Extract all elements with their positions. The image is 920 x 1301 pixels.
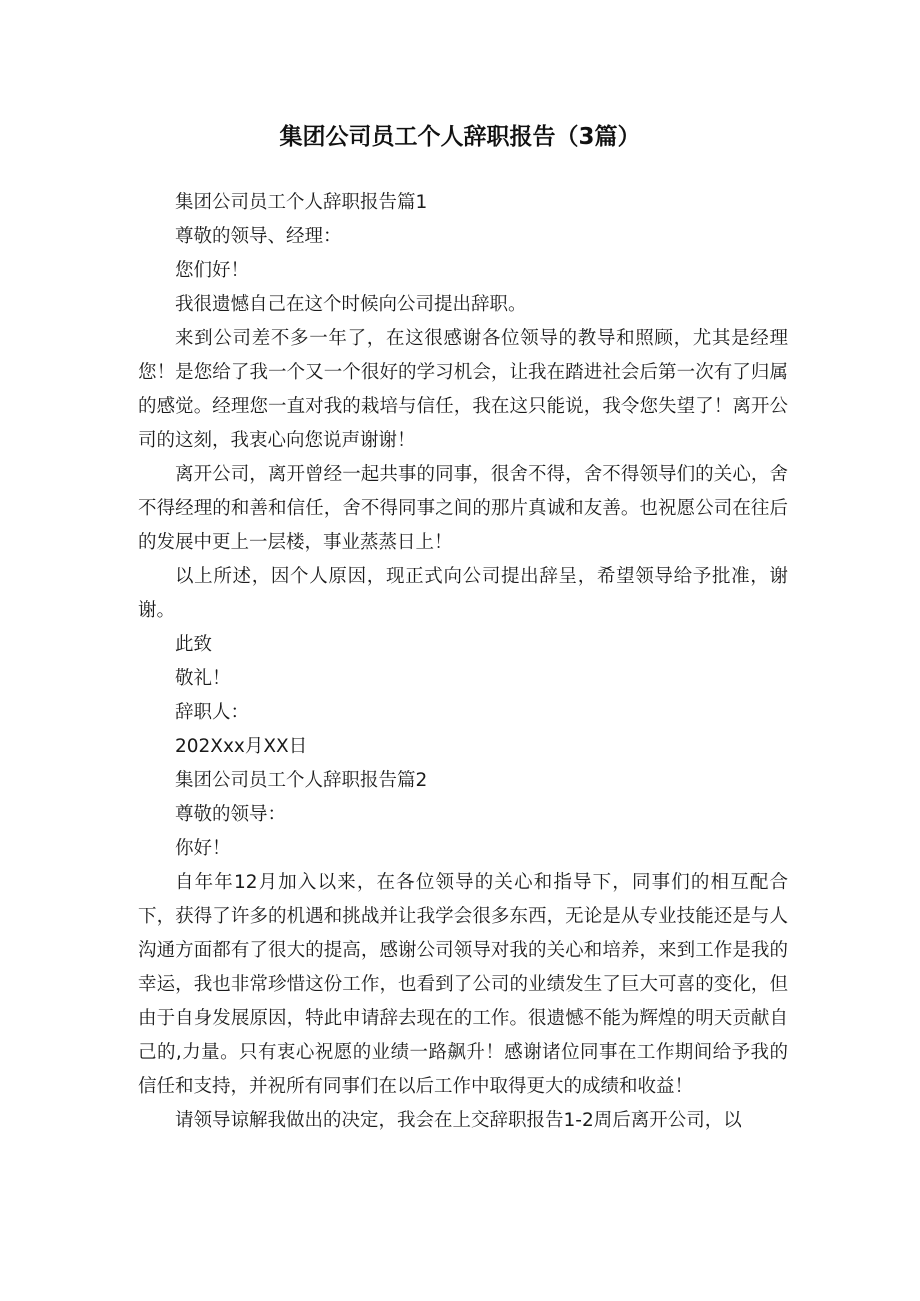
signature-label: 辞职人： [175, 702, 250, 723]
paragraph: 离开公司，离开曾经一起共事的同事，很舍不得，舍不得领导们的关心，舍不得经理的和善和信任，舍不得同事之间的那片真诚和友善。也祝愿公司在往后的发展中更上一层楼，事业蒸蒸日上！ [138, 464, 788, 553]
paragraph: 自年年12月加入以来，在各位领导的关心和指导下，同事们的相互配合下，获得了许多的机遇和挑战并让我学会很多东西，无论是从专业技能还是与人沟通方面都有了很大的提高，感谢公司领导对我的关心和培养，来到工作是我的幸运，我也非常珍惜这份工作，也看到了公司的业绩发生了巨大可喜的变化，但由于自身发展原因，特此申请辞去现在的工作。很遗憾不能为辉煌的明天贡献自己的,力量。只有衷心祝愿的业绩一路飙升！感谢诸位同事在工作期间给予我的信任和支持，并祝所有同事们在以后工作中取得更大的成绩和收益！ [138, 872, 788, 1097]
document-title: 集团公司员工个人辞职报告（3篇） [279, 124, 641, 150]
date-line: 202Xxx月XX日 [175, 736, 308, 757]
paragraph: 来到公司差不多一年了，在这很感谢各位领导的教导和照顾，尤其是经理您！是您给了我一个又一个很好的学习机会，让我在踏进社会后第一次有了归属的感觉。经理您一直对我的栽培与信任，我在这只能说，我令您失望了！离开公司的这刻，我衷心向您说声谢谢！ [138, 328, 788, 451]
greeting: 你好！ [175, 838, 231, 859]
greeting: 您们好！ [175, 260, 250, 281]
paragraph: 以上所述，因个人原因，现正式向公司提出辞呈，希望领导给予批准，谢谢。 [138, 566, 788, 621]
section-heading-1: 集团公司员工个人辞职报告篇1 [175, 192, 428, 213]
document-body [138, 186, 788, 1138]
salutation: 尊敬的领导、经理： [175, 226, 342, 247]
closing-line: 此致 [175, 634, 213, 655]
paragraph: 我很遗憾自己在这个时候向公司提出辞职。 [175, 294, 527, 315]
closing-salute: 敬礼！ [175, 668, 231, 689]
salutation: 尊敬的领导： [175, 804, 287, 825]
section-heading-2: 集团公司员工个人辞职报告篇2 [175, 770, 428, 791]
paragraph: 请领导谅解我做出的决定，我会在上交辞职报告1-2周后离开公司，以 [175, 1110, 742, 1131]
